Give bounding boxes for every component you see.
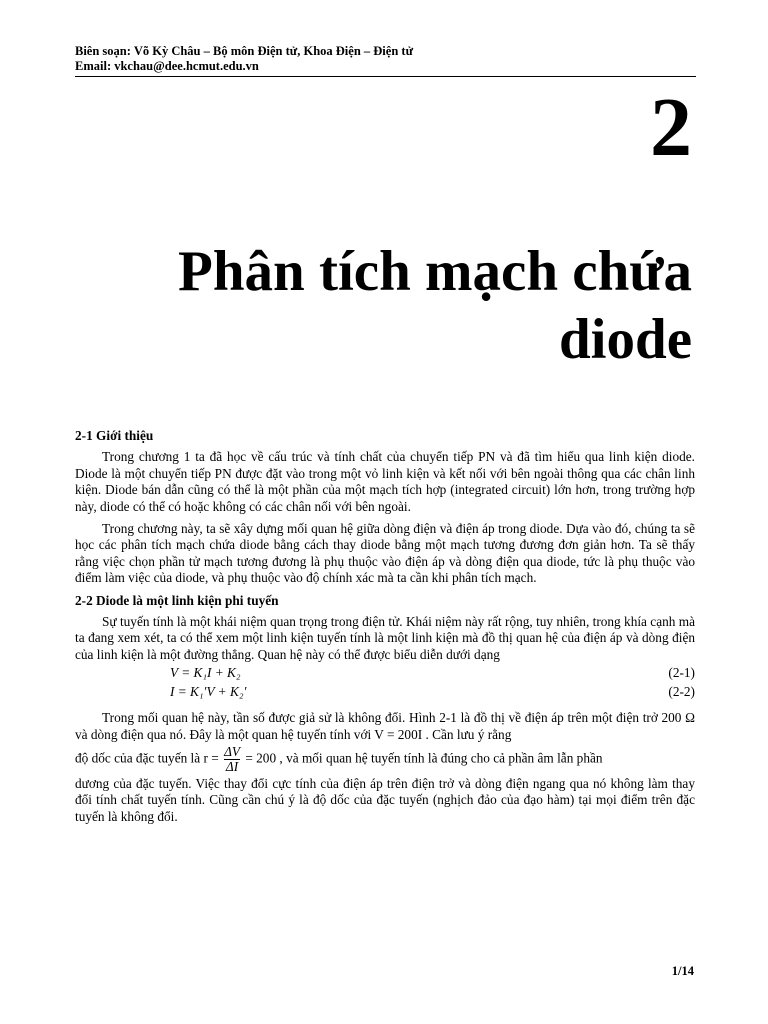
equation-number: (2-2) (668, 683, 695, 699)
paragraph: Trong chương 1 ta đã học về cấu trúc và tính chất của chuyển tiếp PN và đã tìm hiểu qua linh kiện diode. Diode là một chuyển tiếp PN được đặt vào trong một vỏ linh kiện và kết nối với bên ngoài thông qua các chân linh kiện. Diode bán dẫn cũng có thể là một phần của một mạch tích hợp (integrated circuit) lớn hơn, trong trường hợp này, diode có thể có hoặc không có các chân nối với bên ngoài. (75, 449, 695, 514)
section-heading-nonlinear: 2-2 Diode là một linh kiện phi tuyến (75, 592, 279, 608)
author-line: Biên soạn: Võ Kỳ Châu – Bộ môn Điện tử, Khoa Điện – Điện tử (75, 44, 414, 58)
equation-text: V = K₁I + K₂ (170, 665, 241, 681)
slope-formula-pre: độ dốc của đặc tuyến là r = (75, 750, 219, 766)
equation-2-1 (75, 665, 695, 681)
fraction (224, 745, 240, 774)
fraction-denominator: ΔI (225, 758, 239, 774)
paragraph: dương của đặc tuyến. Việc thay đổi cực tính của điện áp trên điện trở và dòng điện ngang qua nó không làm thay đổi tính chất tuyến tính. Cũng cần chú ý là độ dốc của đặc tuyến (nghịch đảo của đạo hàm) tại mọi điểm trên đặc tuyến là không đổi. (75, 775, 695, 824)
page-number: 1/14 (671, 964, 694, 978)
chapter-title-line2: diode (558, 308, 692, 371)
section-heading-intro: 2-1 Giới thiệu (75, 428, 154, 443)
equation-text: I = K₁′V + K₂′ (170, 683, 247, 699)
equation-2-2 (75, 684, 695, 700)
slope-formula-post: = 200 , và mối quan hệ tuyến tính là đúng cho cả phần âm lẫn phần (245, 750, 603, 766)
page-header (75, 44, 696, 77)
document-body (75, 428, 695, 831)
chapter-number: 2 (650, 81, 692, 174)
chapter-title-line1: Phân tích mạch chứa (178, 240, 692, 303)
equation-number: (2-1) (668, 665, 695, 681)
fraction-numerator: ΔV (224, 743, 240, 759)
email-line: Email: vkchau@dee.hcmut.edu.vn (75, 59, 259, 73)
paragraph: Sự tuyến tính là một khái niệm quan trọng trong điện tử. Khái niệm này rất rộng, tuy nhiên, trong khía cạnh mà ta đang xem xét, ta có thể xem một linh kiện tuyến tính là một linh kiện mà đồ thị quan hệ của điện áp và dòng điện của linh kiện là một đường thẳng. Quan hệ này có thể được biểu diễn dưới dạng (75, 614, 695, 662)
paragraph: Trong chương này, ta sẽ xây dựng mối quan hệ giữa dòng điện và điện áp trong diode. Dựa vào đó, chúng ta sẽ học các phân tích mạch chứa diode bằng cách thay diode bằng một mạch tương đương đơn giản hơn. Ta sẽ thấy rằng việc chọn phần tử mạch tương đương là phụ thuộc vào điện áp và dòng điện qua diode, tức là phụ thuộc vào điểm làm việc của diode, và phụ thuộc vào độ chính xác mà ta cần khi phân tích mạch. (75, 521, 695, 586)
slope-formula-line (75, 745, 695, 774)
paragraph: Trong mối quan hệ này, tần số được giả sử là không đổi. Hình 2-1 là đồ thị về điện áp trên một điện trở 200 Ω và dòng điện qua nó. Đây là một quan hệ tuyến tính với V = 200I . Cần lưu ý rằng (75, 710, 695, 742)
chapter-title (92, 238, 692, 374)
